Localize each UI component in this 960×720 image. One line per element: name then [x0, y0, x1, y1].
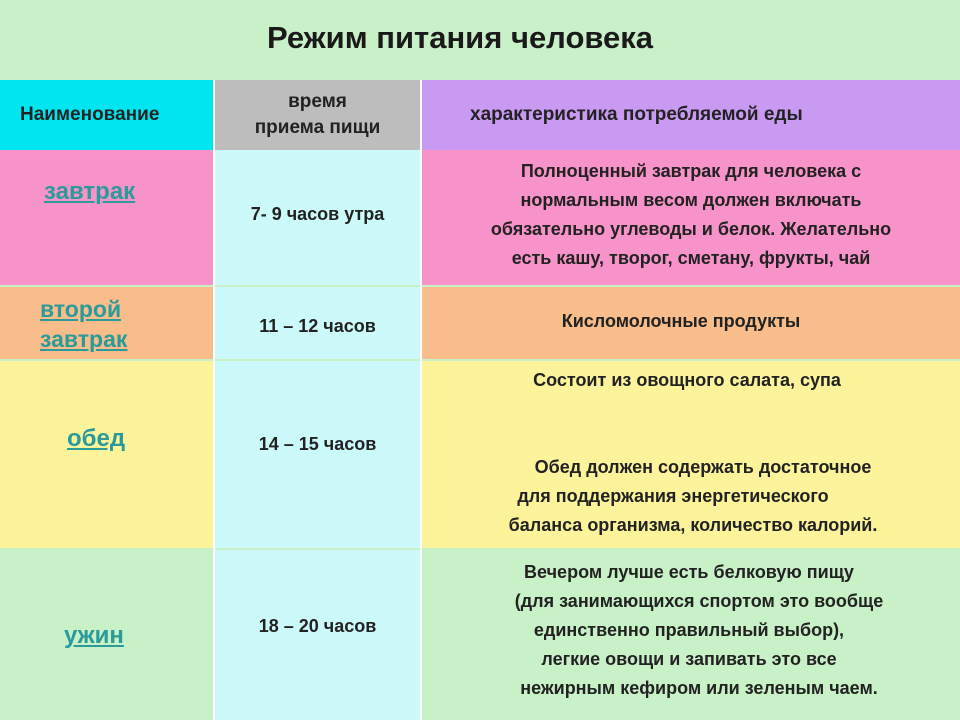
meal-time: 14 – 15 часов [258, 434, 377, 454]
meal-description [422, 157, 960, 273]
meal-description [412, 307, 950, 336]
desc-line: Кисломолочные продукты [561, 311, 801, 331]
meal-row-breakfast [0, 150, 960, 285]
desc-line: (для занимающихся спортом это вообще [514, 591, 884, 611]
meal-row-dinner [0, 550, 960, 720]
desc-line: обязательно углеводы и белок. Желательно [490, 219, 892, 239]
meal-description [434, 453, 952, 540]
meal-description [420, 558, 958, 703]
meal-time: 7- 9 часов утра [250, 204, 385, 224]
meal-row-lunch [0, 361, 960, 548]
meal-time: 18 – 20 часов [258, 616, 377, 636]
desc-line: Вечером лучше есть белковую пищу [524, 562, 854, 582]
desc-line: Обед должен содержать достаточное [534, 457, 872, 477]
meal-link-second-breakfast[interactable] [40, 294, 127, 354]
column-divider [420, 80, 422, 720]
meal-name-line1: второй [40, 296, 122, 322]
desc-line: нежирным кефиром или зеленым чаем. [520, 678, 878, 698]
header-description: характеристика потребляемой еды [422, 80, 960, 150]
page-title: Режим питания человека [266, 20, 654, 55]
header-time-line1: время [288, 91, 347, 112]
meal-name-line2: завтрак [40, 326, 128, 352]
desc-line: Полноценный завтрак для человека с [520, 161, 862, 181]
header-name: Наименование [0, 80, 213, 150]
desc-line: единственно правильный выбор), [533, 620, 845, 640]
column-divider [213, 80, 215, 720]
desc-line: есть кашу, творог, сметану, фрукты, чай [511, 248, 871, 268]
meal-description-top: Состоит из овощного салата, супа [533, 370, 841, 390]
desc-line: баланса организма, количество калорий. [508, 515, 878, 535]
meal-link-lunch[interactable]: обед [67, 425, 126, 452]
header-time-line2: приема пищи [254, 117, 381, 138]
meal-link-breakfast[interactable]: завтрак [44, 178, 136, 205]
meal-link-dinner[interactable]: ужин [64, 622, 124, 649]
meal-row-second-breakfast [0, 287, 960, 359]
header-time [215, 80, 420, 150]
desc-line: для поддержания энергетического [517, 486, 829, 506]
desc-line: нормальным весом должен включать [520, 190, 862, 210]
desc-line: легкие овощи и запивать это все [541, 649, 837, 669]
meal-time: 11 – 12 часов [259, 316, 376, 336]
